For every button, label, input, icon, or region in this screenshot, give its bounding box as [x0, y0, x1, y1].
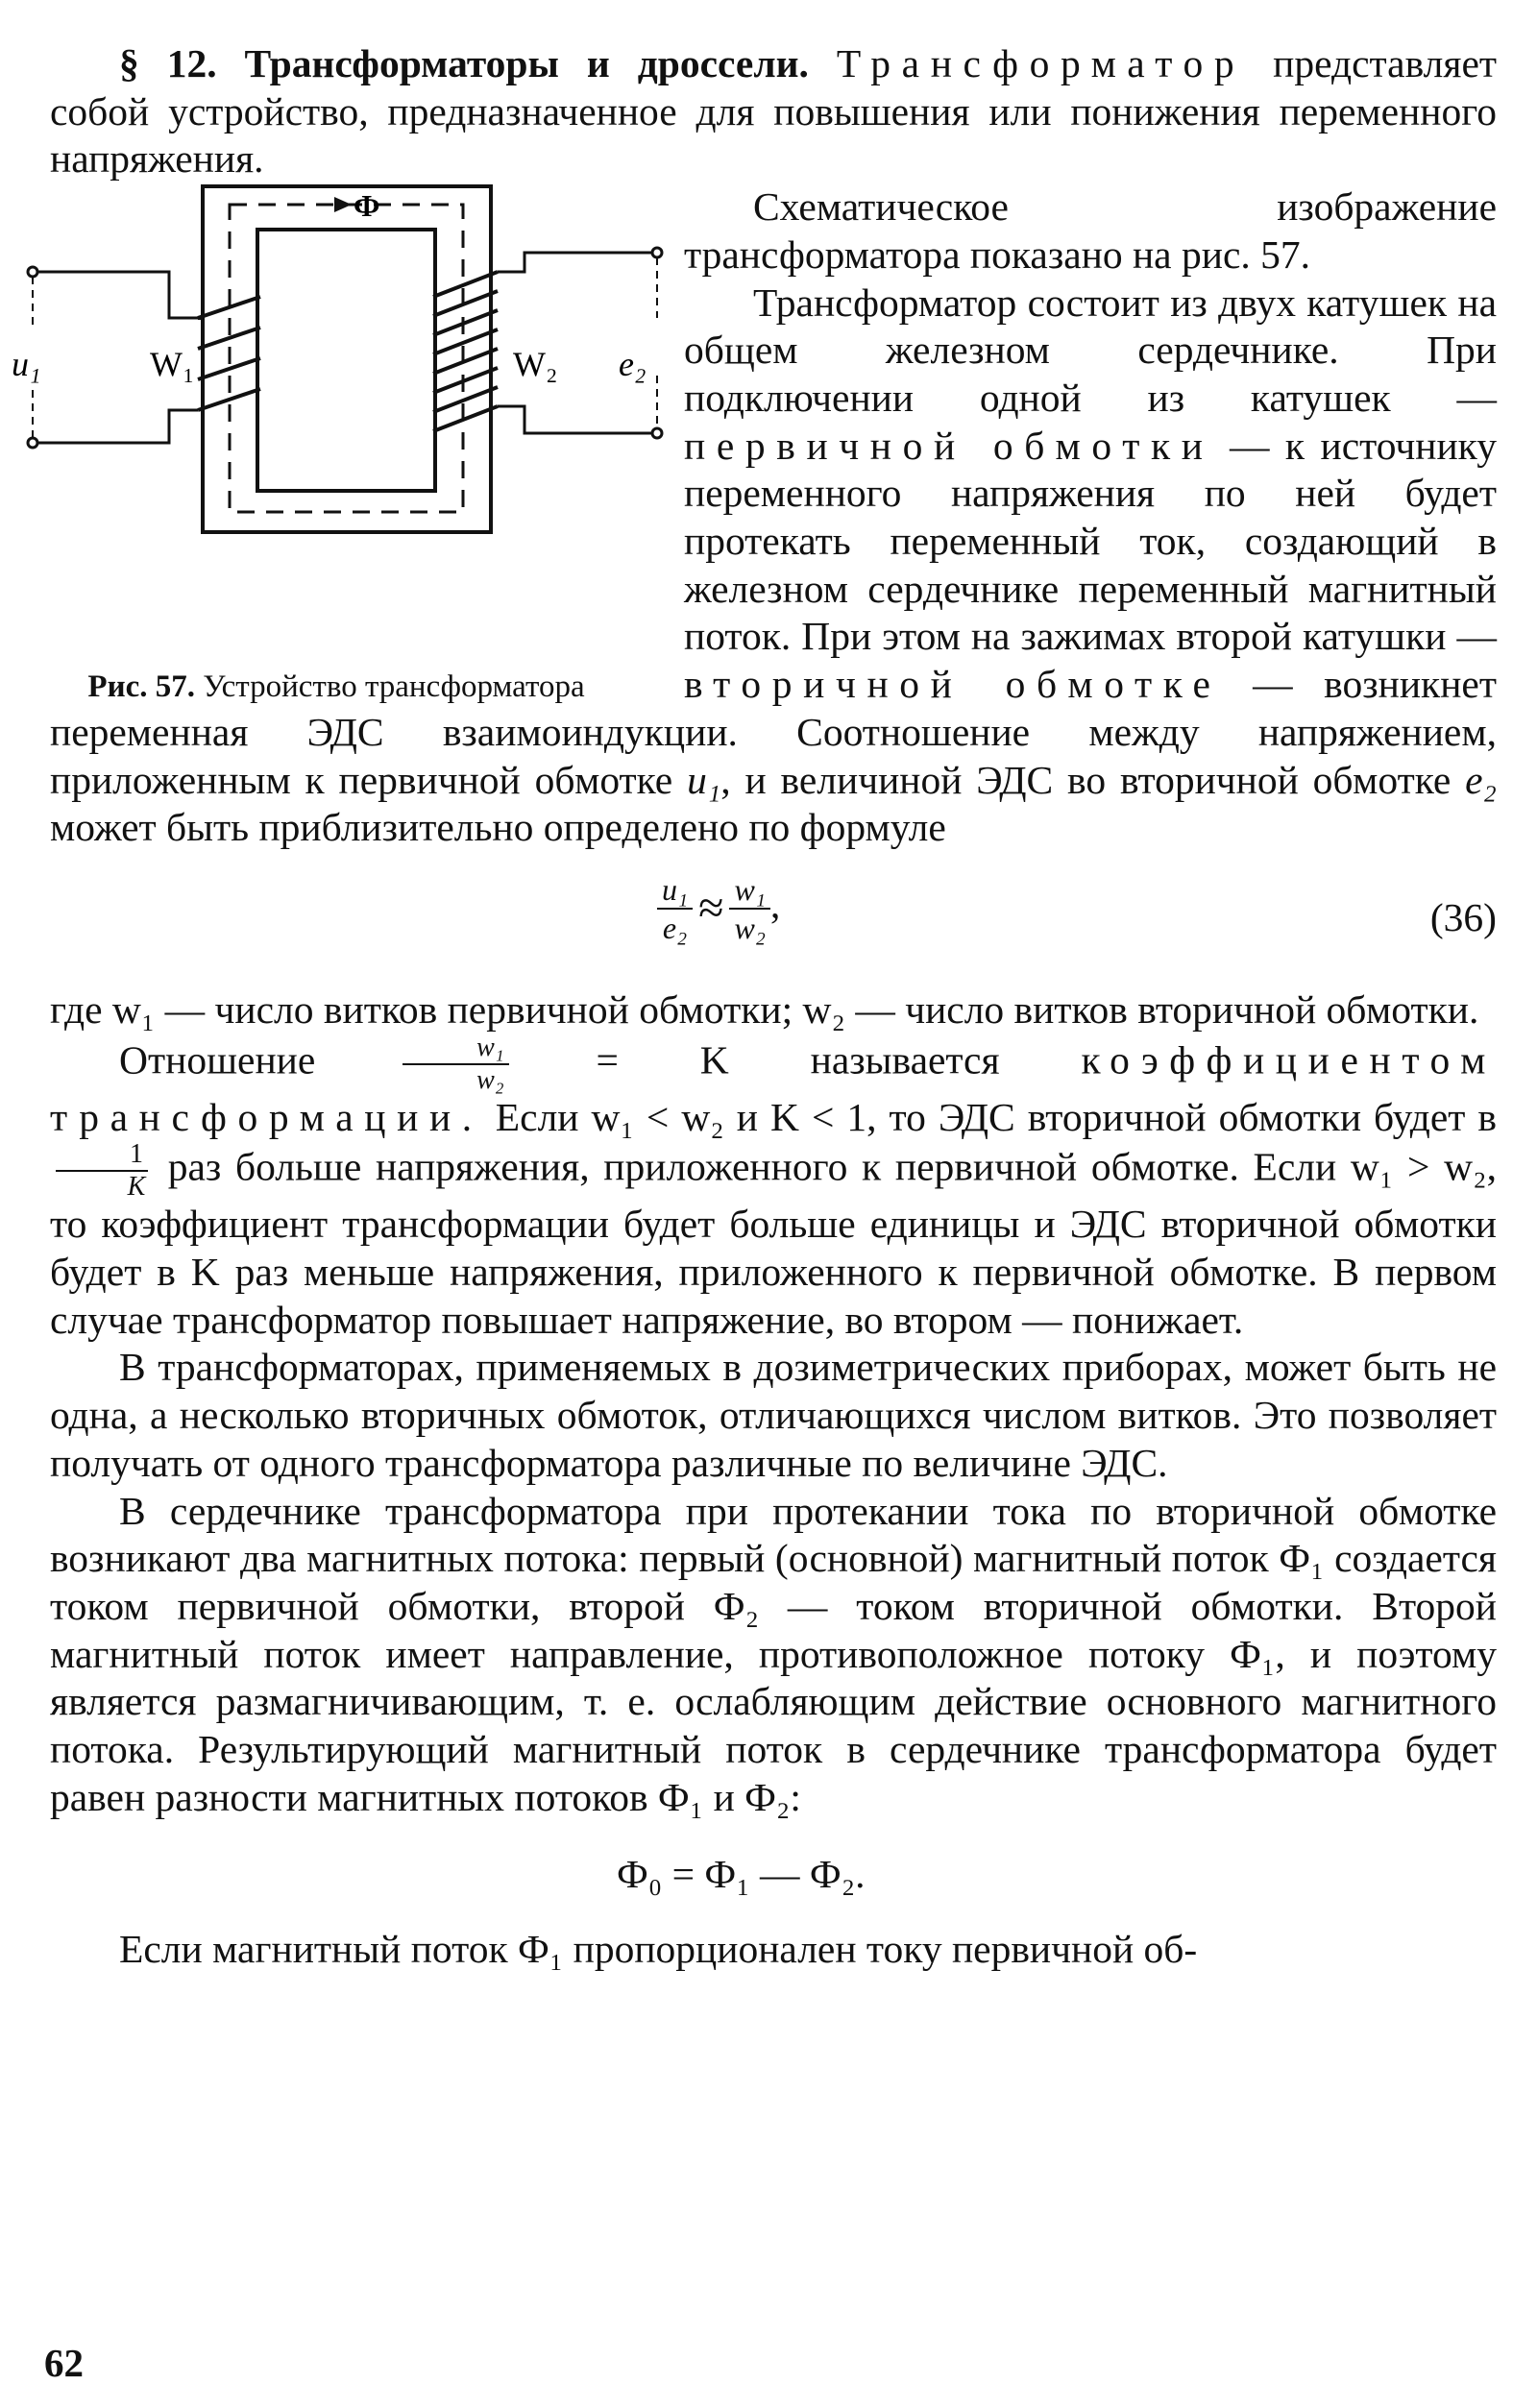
transformer-diagram	[6, 183, 669, 664]
text-segment: = K называется	[514, 1037, 1082, 1082]
flux-arrow-icon	[334, 197, 352, 212]
secondary-lead-bottom	[498, 406, 657, 433]
core-window	[257, 230, 435, 491]
term-primary-winding: первичной обмотки	[684, 423, 1214, 468]
symbol-e2: e₂	[1465, 757, 1497, 802]
term-secondary-winding: вторичной обмотке	[684, 662, 1222, 707]
text-segment: может быть приблизительно определено по формуле	[50, 805, 946, 850]
text-segment: Отношение	[119, 1037, 398, 1082]
fraction-ratio: $\frac{\text{w₁}}{\text{w₂}}$	[403, 1034, 508, 1094]
label-w2: W₂	[513, 345, 558, 384]
intro-text: представляет собой устройство, предназначенное для повышения или понижения переменного напряжения.	[50, 41, 1497, 182]
term-transformation-ratio: коэффициентом трансформации.	[50, 1037, 1497, 1139]
paragraph-ratio	[50, 1034, 1497, 1345]
flux-label: Ф	[354, 188, 380, 224]
text-segment: раз больше напряжения, приложенного к первичной обмотке. Если w₁ > w₂, то коэффициент трансформации будет больше единицы и ЭДС вторичной обмотки будет в K раз меньше напряжения, приложенного к первичной обмотке. В первом случае трансформатор повышает напряжение, во втором — понижает.	[50, 1144, 1497, 1342]
formula-flux: Ф₀ = Ф₁ — Ф₂.	[617, 1851, 866, 1896]
equation-number: (36)	[1429, 894, 1497, 939]
paragraph-scheme: Схематическое изображение трансформатора показано на рис. 57.	[684, 184, 1497, 277]
text-segment: — к источнику переменного напряжения по ней будет протекать переменный ток, создающий в железном сердечнике переменный магнитный поток. При этом на зажимах второй катушки —	[684, 423, 1497, 659]
page-text	[12, 40, 1497, 1973]
terminal-e2-top	[652, 248, 662, 257]
secondary-lead-top	[498, 253, 657, 272]
core-outer	[203, 186, 491, 532]
primary-lead-top	[33, 272, 198, 318]
figure-57	[0, 183, 663, 705]
page-number: 62	[44, 2341, 84, 2385]
terminal-e2-bottom	[652, 428, 662, 438]
text-segment: Если w₁ < w₂ и K < 1, то ЭДС вторичной обмотки будет в	[482, 1094, 1497, 1139]
secondary-coil	[433, 272, 498, 431]
section-title: § 12. Трансформаторы и дроссели.	[119, 41, 809, 85]
text-segment: , и величиной ЭДС во вторичной обмотке	[720, 757, 1466, 802]
approx-sign: ≈	[698, 883, 724, 935]
label-u1: u₁	[12, 345, 41, 384]
paragraph-where: где w₁ — число витков первичной обмотки; w₂ — число витков вторичной обмотки.	[50, 986, 1479, 1032]
terminal-u1-top	[28, 267, 37, 277]
fraction-w1-w2: $\frac{\text{w₁}}{\text{w₂}}$	[729, 873, 769, 944]
fraction-one-over-k: $\frac{1}{K}$	[56, 1141, 148, 1201]
text-segment: — возникнет переменная ЭДС взаимоиндукции. Соотношение между напряжением, приложенным к первичной обмотке	[50, 662, 1497, 802]
fraction-u1-e2: $\frac{\text{u₁}}{\text{e₂}}$	[657, 873, 693, 944]
term-transformer: Трансформатор	[836, 41, 1246, 85]
caption-number: Рис. 57.	[87, 669, 195, 705]
text-segment: Трансформатор состоит из двух катушек на общем железном сердечнике. При подключении одной из катушек —	[684, 280, 1497, 420]
paragraph-fluxes: В сердечнике трансформатора при протекании тока по вторичной обмотке возникают два магнитных потока: первый (основной) магнитный поток Ф₁ создается током первичной обмотки, второй Ф₂ — током вторичной обмотки. Второй магнитный поток имеет направление, противоположное потоку Ф₁, и поэтому является размагничивающим, т. е. ослабляющим действие основного магнитного потока. Результирующий магнитный поток в сердечнике трансформатора будет равен разности магнитных потоков Ф₁ и Ф₂:	[50, 1488, 1497, 1819]
paragraph-intro	[50, 40, 1497, 183]
caption-text: Устройство трансформатора	[194, 669, 585, 705]
flux-path	[230, 205, 463, 512]
formula-36: $\frac{\text{u₁}}{\text{e₂}}$ ≈ $\frac{\text{w₁}}{\text{w₂}}$ , (36)	[50, 852, 1497, 986]
symbol-u1: u₁	[687, 757, 721, 802]
label-e2: e₂	[619, 345, 647, 384]
paragraph-last: Если магнитный поток Ф₁ пропорционален току первичной об-	[119, 1926, 1198, 1971]
paragraph-multiple-windings: В трансформаторах, применяемых в дозиметрических приборах, может быть не одна, а несколько вторичных обмоток, отличающихся числом витков. Это позволяет получать от одного трансформатора различные по величине ЭДС.	[50, 1345, 1497, 1485]
terminal-u1-bottom	[28, 438, 37, 448]
primary-lead-bottom	[33, 410, 198, 443]
label-w1: W₁	[150, 345, 195, 384]
figure-caption	[29, 669, 644, 705]
